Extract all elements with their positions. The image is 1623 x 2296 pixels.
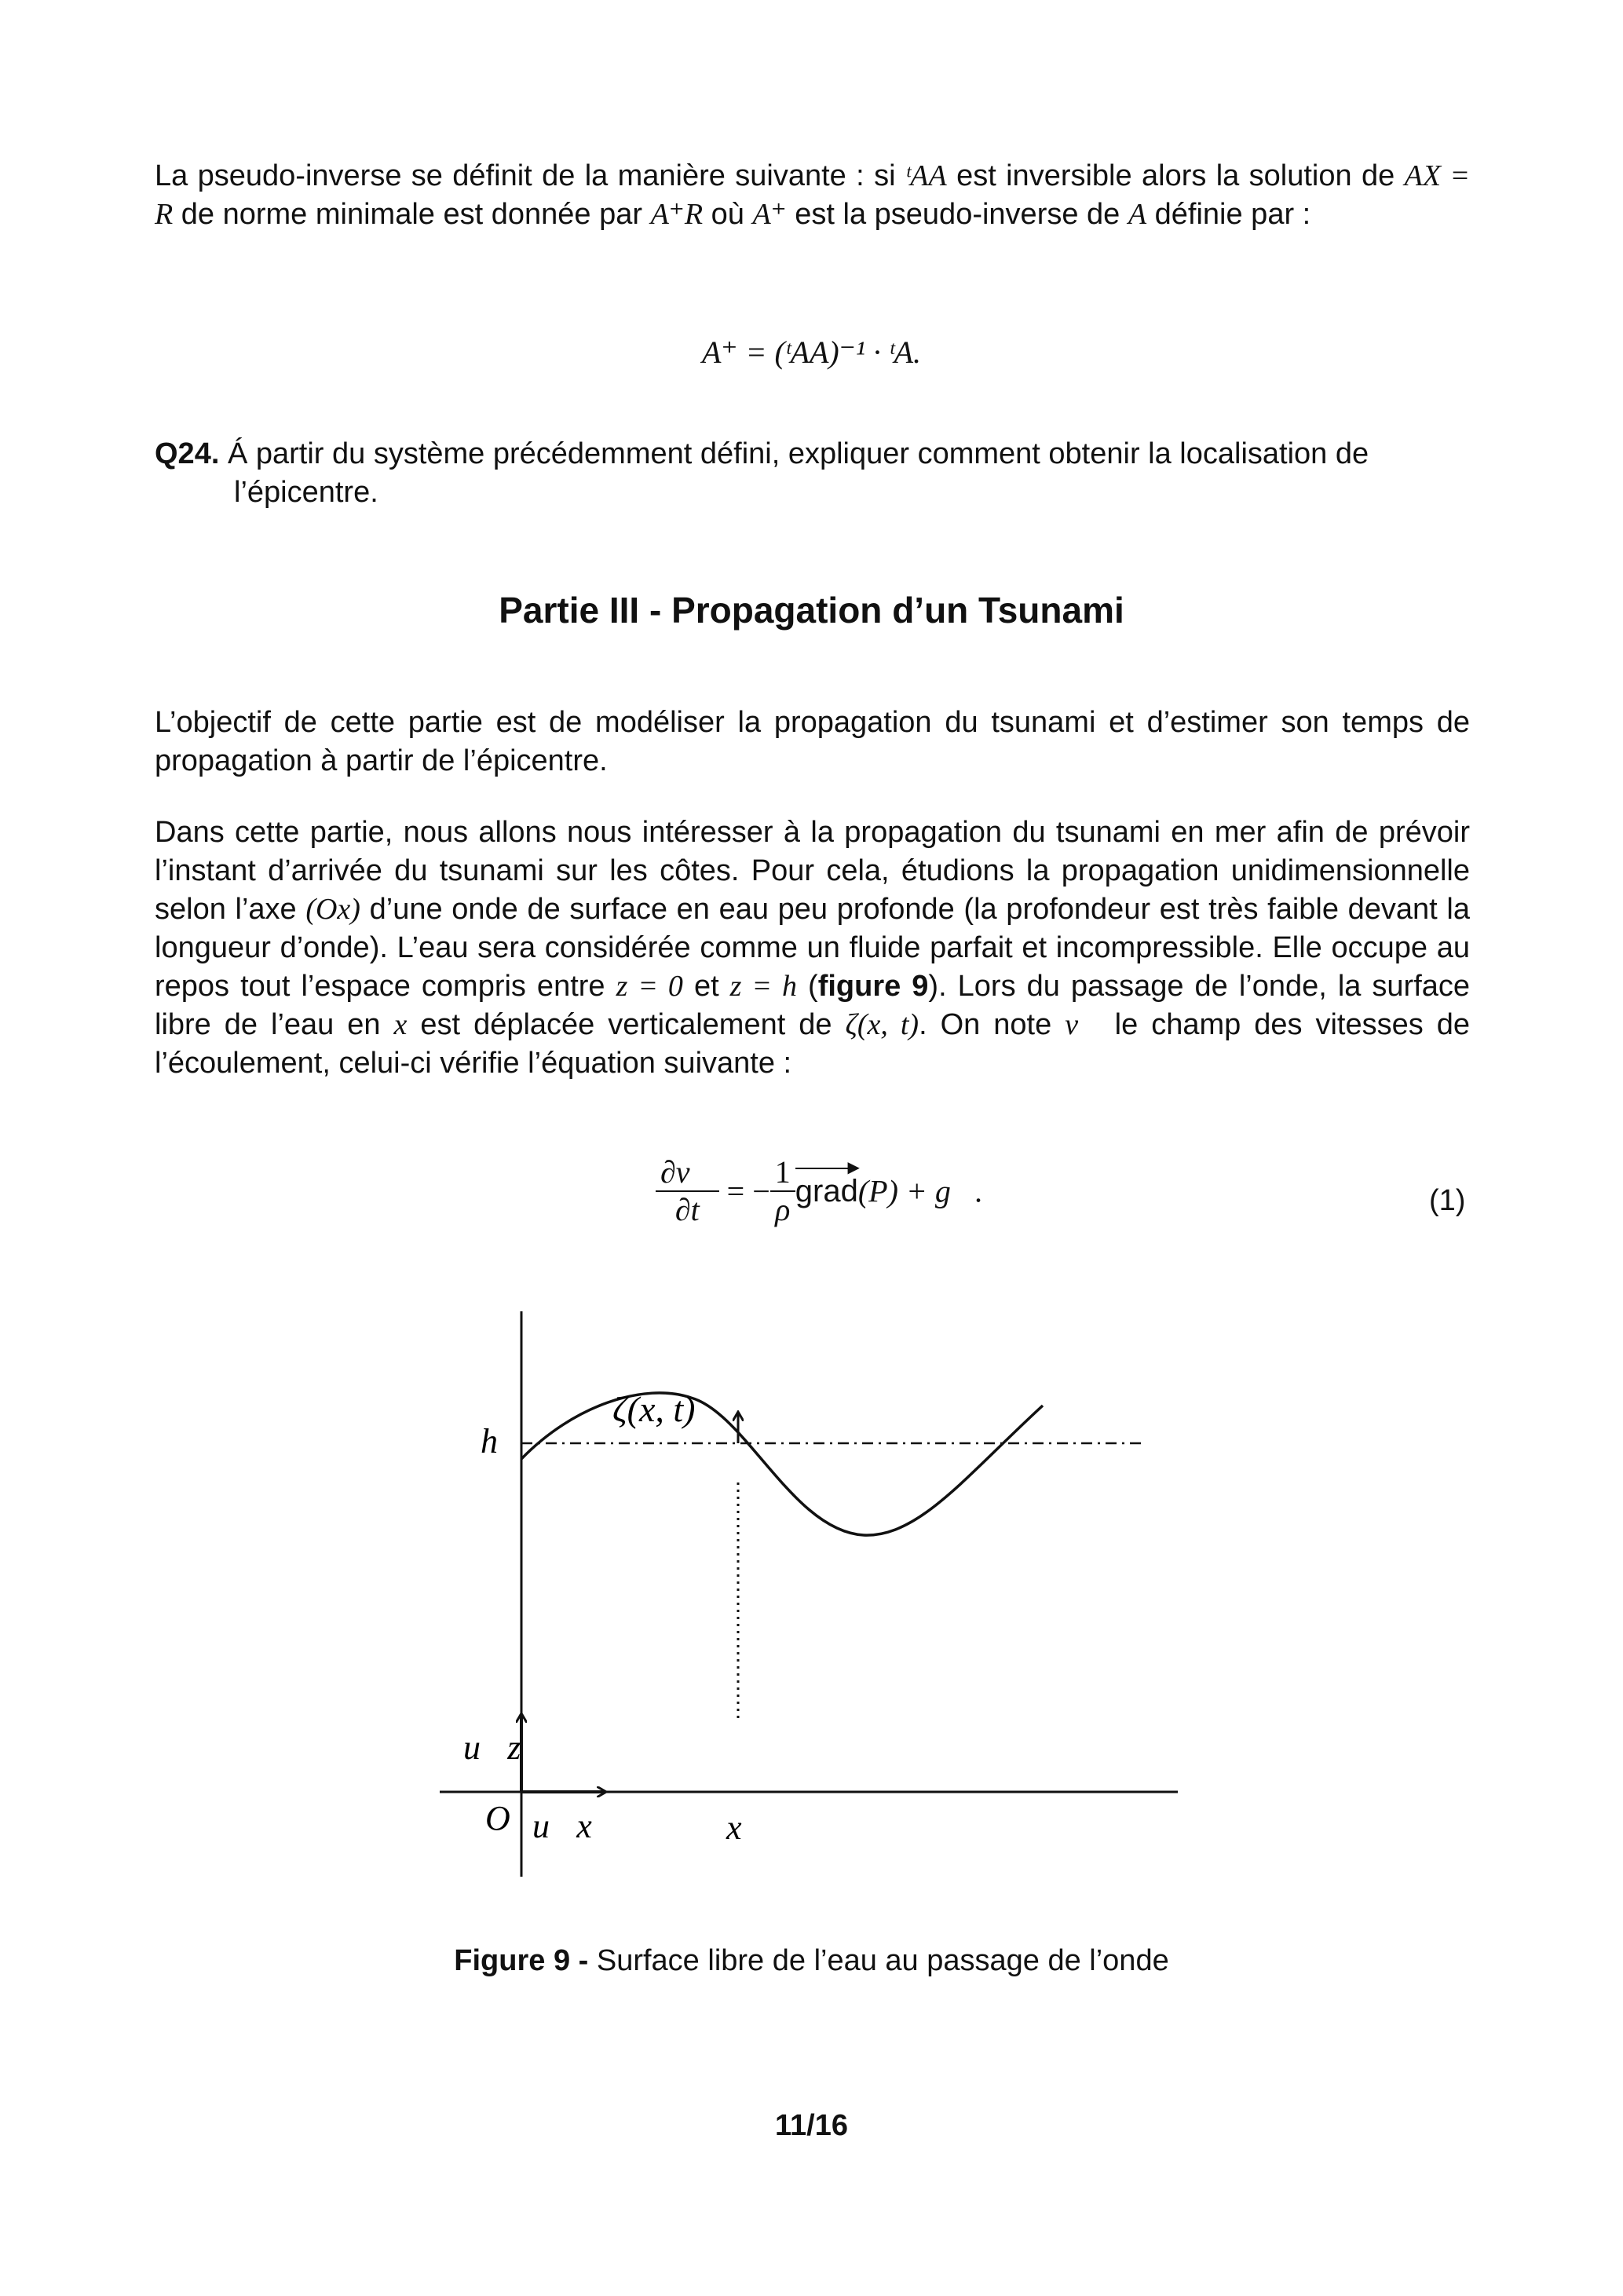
wave-surface <box>521 1393 1043 1535</box>
equation-number: (1) <box>1429 1184 1466 1217</box>
label-ux: u⃗x <box>532 1807 592 1845</box>
coefficient-fraction: $\frac{1}{\rho}$ <box>770 1154 795 1228</box>
euler-equation: $\frac{\partial v⃗}{\partial t}$ = − $\frac{1}{\rho}$ ▶ grad(P) + g⃗. (1) <box>0 1154 1623 1256</box>
label-origin: O <box>485 1799 510 1837</box>
figure-9 <box>424 1296 1193 1892</box>
figure-caption: Figure 9 - Surface libre de l’eau au passage de l’onde <box>454 1944 1169 1977</box>
pseudo-inverse-equation: A⁺ = (ᵗAA)⁻¹ · ᵗA. <box>701 335 922 370</box>
question-q24 <box>155 435 1470 512</box>
question-label: Q24. <box>155 437 220 470</box>
objective-paragraph: L’objectif de cette partie est de modéliser la propagation du tsunami et d’estimer son temps de propagation à partir de l’épicentre. <box>155 706 1470 777</box>
label-h: h <box>481 1422 498 1461</box>
intro-paragraph: La pseudo-inverse se définit de la manière suivante : si ᵗAA est inversible alors la solution de AX = R de norme minimale est donnée par A⁺R où A⁺ est la pseudo-inverse de A définie par : <box>155 159 1470 231</box>
section-title: Partie III - Propagation d’un Tsunami <box>499 590 1124 631</box>
grad-operator: ▶ grad <box>795 1158 860 1208</box>
question-text: Á partir du système précédemment défini, expliquer comment obtenir la localisation de l’épicentre. <box>227 437 1369 509</box>
page-number: 11/16 <box>775 2109 848 2142</box>
label-uz: u⃗z <box>463 1728 521 1767</box>
label-x: x <box>726 1808 742 1847</box>
lhs-fraction: $\frac{\partial v⃗}{\partial t}$ <box>656 1154 719 1228</box>
context-paragraph: Dans cette partie, nous allons nous intéresser à la propagation du tsunami en mer afin de prévoir l’instant d’arrivée du tsunami sur les côtes. Pour cela, étudions la propagation unidimensionnelle selon l’axe (Ox) d’une onde de surface en eau peu profonde (la profondeur est très faible devant la longueur d’onde). L’eau sera considérée comme un fluide parfait et incompressible. Elle occupe au repos tout l’espace compris entre z = 0 et z = h (figure 9). Lors du passage de l’onde, la surface libre de l’eau en x est déplacée verticalement de ζ(x, t). On note v⃗ le champ des vitesses de l’écoulement, celui-ci vérifie l’équation suivante : <box>155 816 1471 1080</box>
label-zeta: ζ(x, t) <box>612 1389 696 1429</box>
figure-reference: figure 9 <box>817 970 929 1003</box>
